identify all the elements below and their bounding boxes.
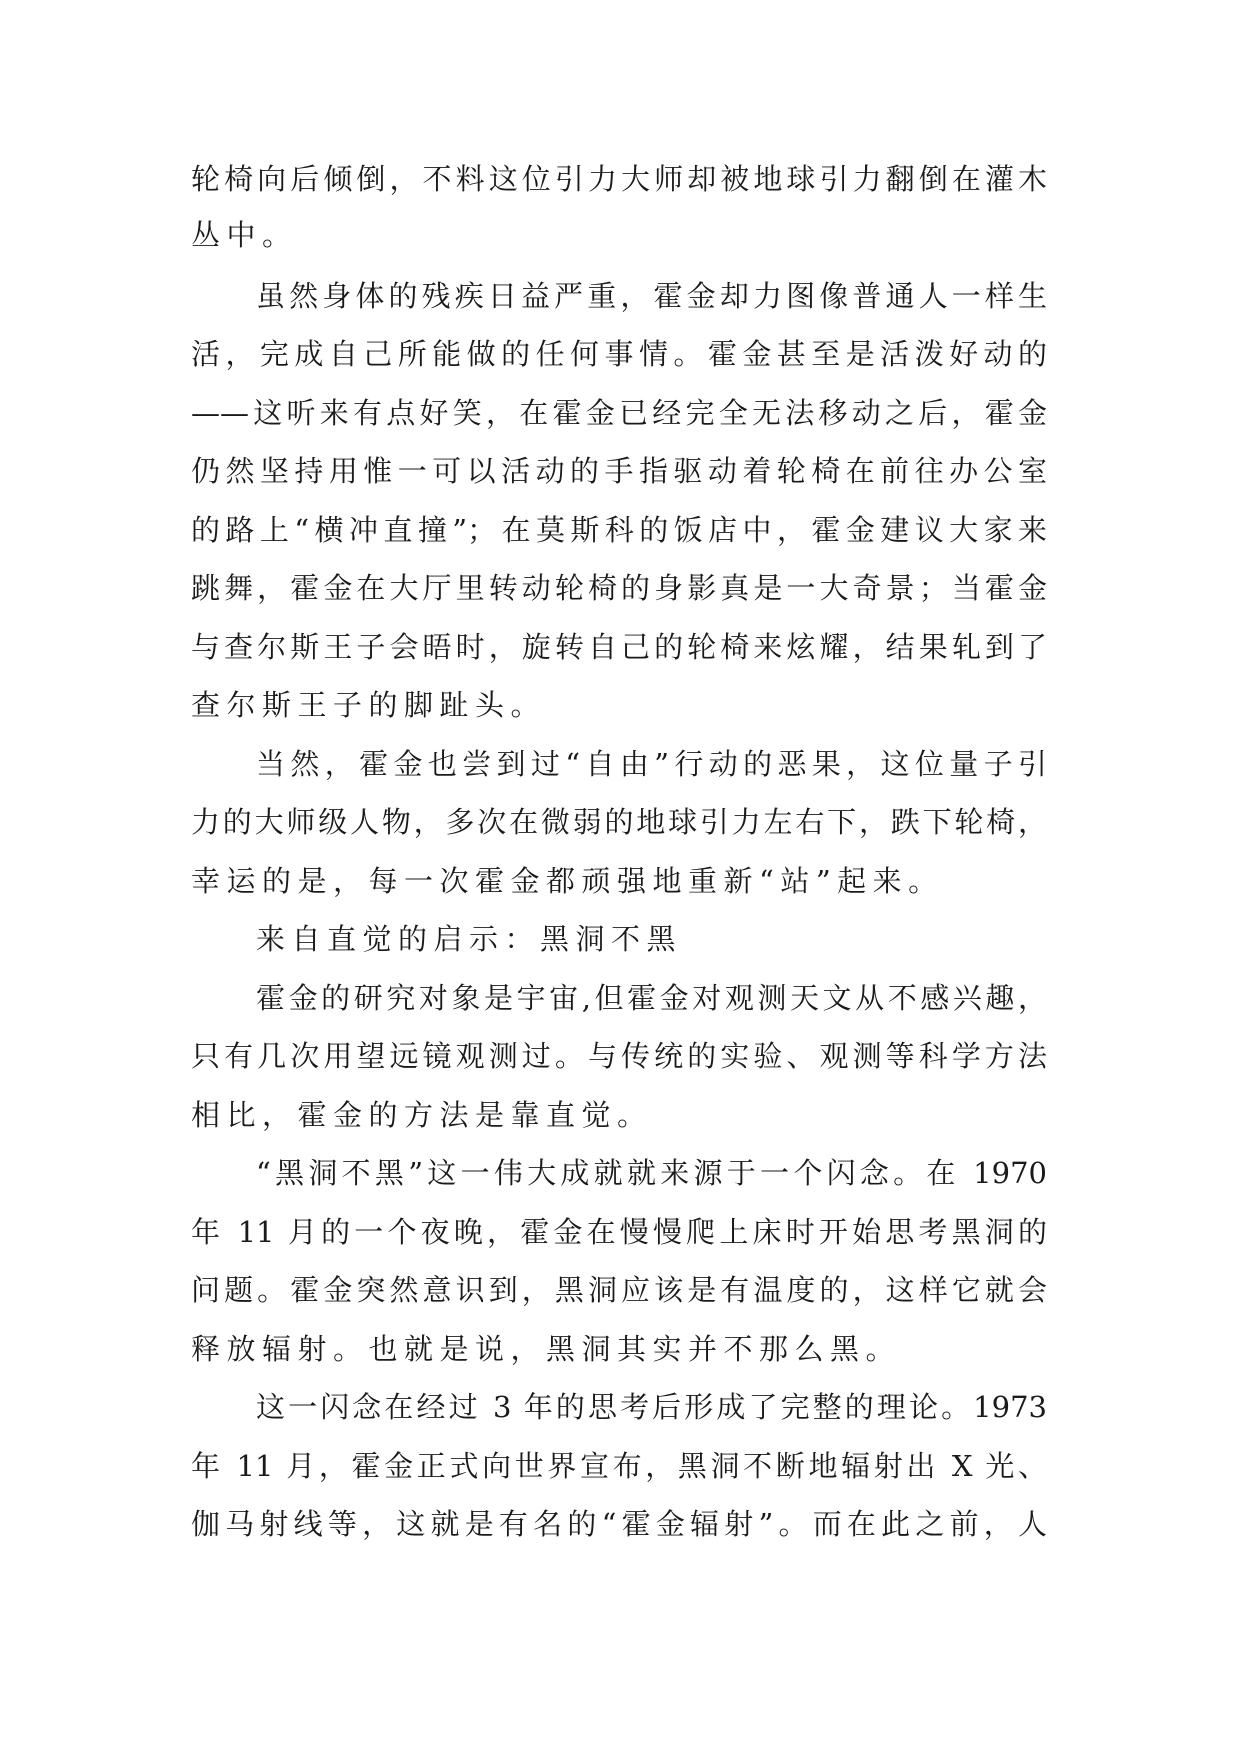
text-line: ——这听来有点好笑，在霍金已经完全无法移动之后，霍金 (191, 396, 1047, 430)
text-line: 跳舞，霍金在大厅里转动轮椅的身影真是一大奇景；当霍金 (191, 571, 1047, 605)
paragraph-start-line: “黑洞不黑”这一伟大成就就来源于一个闪念。在 1970 (256, 1156, 1047, 1190)
section-heading: 来自直觉的启示：黑洞不黑 (256, 922, 683, 956)
text-line: 伽马射线等，这就是有名的“霍金辐射”。而在此之前，人 (191, 1507, 1047, 1541)
text-line: 释放辐射。也就是说，黑洞其实并不那么黑。 (191, 1332, 902, 1366)
text-line: 年 11 月，霍金正式向世界宣布，黑洞不断地辐射出 X 光、 (191, 1449, 1047, 1483)
paragraph-start-line: 这一闪念在经过 3 年的思考后形成了完整的理论。1973 (256, 1390, 1047, 1424)
text-line: 仍然坚持用惟一可以活动的手指驱动着轮椅在前往办公室 (191, 454, 1047, 488)
text-line: 轮椅向后倾倒，不料这位引力大师却被地球引力翻倒在灌木 (191, 162, 1047, 196)
text-line: 问题。霍金突然意识到，黑洞应该是有温度的，这样它就会 (191, 1273, 1047, 1307)
text-line: 年 11 月的一个夜晚，霍金在慢慢爬上床时开始思考黑洞的 (191, 1215, 1047, 1249)
text-line: 相比，霍金的方法是靠直觉。 (191, 1098, 653, 1132)
paragraph-start-line: 霍金的研究对象是宇宙,但霍金对观测天文从不感兴趣， (256, 981, 1047, 1015)
text-line: 丛中。 (191, 218, 298, 252)
text-line: 只有几次用望远镜观测过。与传统的实验、观测等科学方法 (191, 1039, 1047, 1073)
text-line: 幸运的是，每一次霍金都顽强地重新“站”起来。 (191, 864, 944, 898)
text-line: 与查尔斯王子会晤时，旋转自己的轮椅来炫耀，结果轧到了 (191, 630, 1047, 664)
text-line: 活，完成自己所能做的任何事情。霍金甚至是活泼好动的 (191, 337, 1047, 371)
text-line: 的路上“横冲直撞”；在莫斯科的饭店中，霍金建议大家来 (191, 513, 1047, 547)
text-line: 力的大师级人物，多次在微弱的地球引力左右下，跌下轮椅， (191, 805, 1047, 839)
paragraph-start-line: 当然，霍金也尝到过“自由”行动的恶果，这位量子引 (256, 747, 1047, 781)
text-line: 查尔斯王子的脚趾头。 (191, 688, 547, 722)
paragraph-start-line: 虽然身体的残疾日益严重，霍金却力图像普通人一样生 (256, 279, 1047, 313)
